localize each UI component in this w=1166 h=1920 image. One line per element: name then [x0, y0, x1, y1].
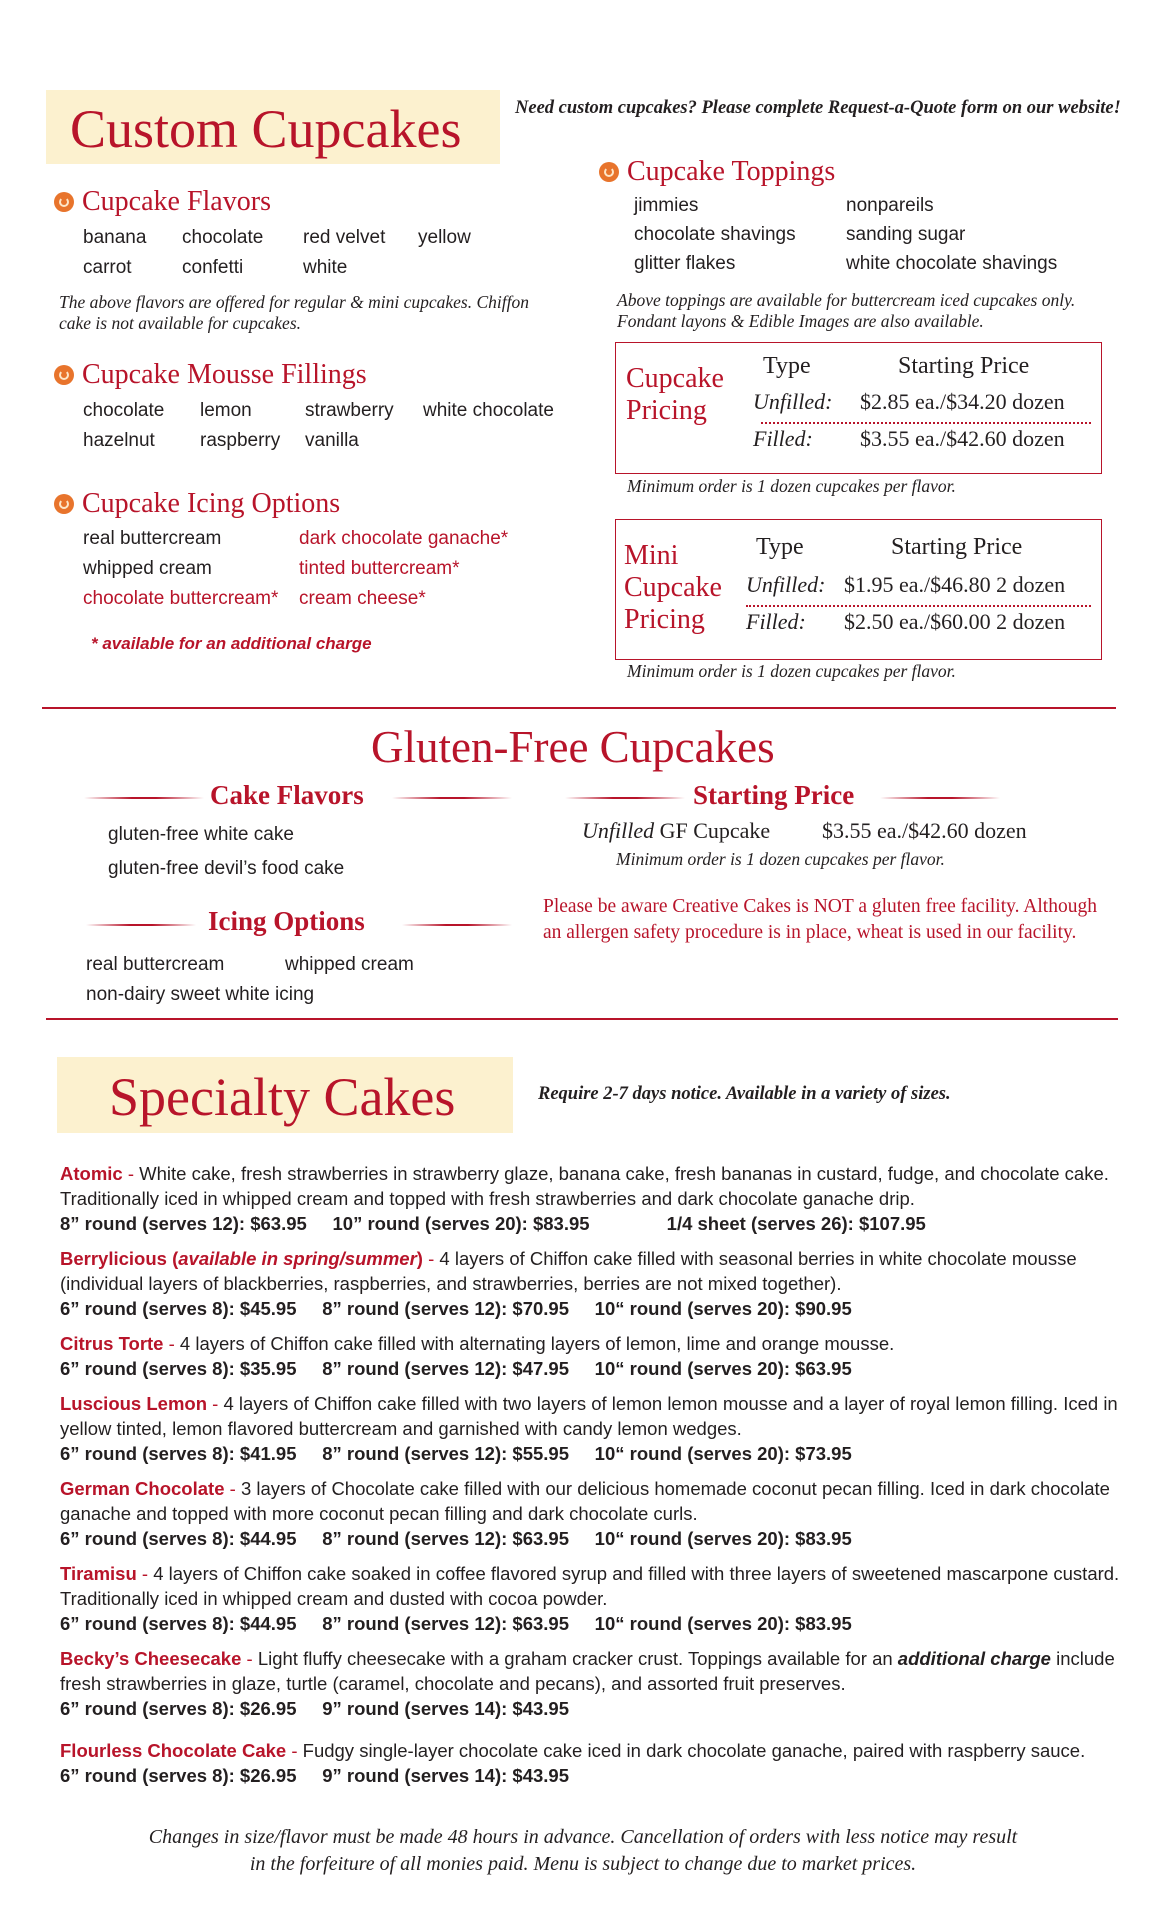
gf-price-label-italic: Unfilled	[582, 818, 655, 843]
list-item: dark chocolate ganache*	[299, 528, 509, 549]
list-item: strawberry	[305, 400, 394, 421]
list-item: chocolate shavings	[634, 224, 796, 245]
gf-price-value: $3.55 ea./$42.60 dozen	[822, 818, 1027, 843]
cake-item	[60, 1391, 1120, 1466]
cake-name: German Chocolate	[60, 1478, 225, 1499]
cake-description: 4 layers of Chiffon cake filled with two layers of lemon lemon mousse and a layer of royal lemon filling. Iced in yellow tinted, lemon flavored buttercream and garnished with candy lemon wedges.	[60, 1393, 1118, 1439]
price-header: Starting Price	[898, 353, 1030, 379]
list-item: yellow	[418, 227, 471, 248]
cake-name-text: Berrylicious (	[60, 1248, 179, 1269]
toppings-title: Cupcake Toppings	[627, 156, 836, 187]
list-item: hazelnut	[83, 430, 155, 451]
cake-dash: -	[122, 1163, 140, 1184]
filled-price: $2.50 ea./$60.00 2 dozen	[844, 609, 1066, 634]
gf-minimum: Minimum order is 1 dozen cupcakes per flavor.	[616, 849, 945, 869]
list-item: whipped cream	[83, 558, 212, 579]
mini-pricing-label	[624, 540, 722, 636]
toppings-heading	[599, 156, 835, 188]
filled-row	[746, 609, 806, 635]
cake-dash: -	[241, 1648, 258, 1669]
cake-sizes: 6” round (serves 8): $44.95 8” round (serves 12): $63.95 10“ round (serves 20): $83.95	[60, 1613, 852, 1634]
cake-description-emphasis: additional charge	[897, 1648, 1051, 1669]
cake-item	[60, 1561, 1120, 1636]
footer-note	[40, 1824, 1126, 1878]
price-header: Starting Price	[891, 534, 1023, 560]
specialty-banner	[57, 1057, 513, 1133]
flourish-line	[565, 797, 685, 799]
cake-sizes: 6” round (serves 8): $26.95 9” round (serves 14): $43.95	[60, 1765, 569, 1786]
footer-line: in the forfeiture of all monies paid. Menu is subject to change due to market prices.	[249, 1853, 917, 1875]
cake-description: White cake, fresh strawberries in strawberry glaze, banana cake, fresh bananas in custard, fudge, and chocolate cake. Traditionally iced in whipped cream and topped with fresh strawberries and dark chocolate ganache drip.	[60, 1163, 1109, 1209]
cake-name-end: )	[416, 1248, 423, 1269]
cake-description: 3 layers of Chocolate cake filled with our delicious homemade coconut pecan filling. Iced in dark chocolate ganache and topped with more coconut pecan filling and dark chocolate curls.	[60, 1478, 1110, 1524]
custom-cupcakes-banner	[46, 90, 500, 164]
list-item: non-dairy sweet white icing	[86, 984, 315, 1005]
filled-price: $3.55 ea./$42.60 dozen	[860, 426, 1065, 451]
section-divider	[46, 1018, 1118, 1020]
list-item: real buttercream	[83, 528, 222, 549]
cake-item	[60, 1246, 1120, 1321]
row-divider	[761, 422, 1091, 424]
cake-item	[60, 1331, 1120, 1381]
flavors-heading	[54, 186, 271, 218]
filled-label: Filled:	[753, 426, 813, 451]
list-item: chocolate	[83, 400, 165, 421]
icing-title: Cupcake Icing Options	[82, 488, 341, 519]
gf-price-row	[582, 818, 770, 844]
flourish-line	[86, 924, 196, 926]
list-item: nonpareils	[846, 195, 934, 216]
icing-heading	[54, 488, 340, 520]
row-divider	[746, 605, 1091, 607]
cake-dash: -	[207, 1393, 224, 1414]
cake-name: Tiramisu	[60, 1563, 137, 1584]
list-item: vanilla	[305, 430, 359, 451]
gf-flavors-list	[108, 818, 344, 886]
pricing-label-line: Pricing	[626, 395, 707, 426]
list-item: whipped cream	[285, 954, 414, 975]
list-item: gluten-free devil’s food cake	[108, 858, 345, 879]
mini-pricing-label-line: Pricing	[624, 604, 705, 635]
cake-dash: -	[136, 1563, 154, 1584]
cake-name: Becky’s Cheesecake	[60, 1648, 242, 1669]
list-item: white chocolate	[423, 400, 554, 421]
list-item: red velvet	[303, 227, 386, 248]
cake-description: 4 layers of Chiffon cake soaked in coffee flavored syrup and filled with three layers of sweetened mascarpone custard. Traditionally iced in whipped cream and dusted with cocoa powder.	[60, 1563, 1120, 1609]
cake-sizes: 6” round (serves 8): $41.95 8” round (serves 12): $55.95 10“ round (serves 20): $73.95	[60, 1443, 852, 1464]
list-item: jimmies	[634, 195, 699, 216]
mini-pricing-label-line: Cupcake	[624, 572, 722, 603]
flavors-note: The above flavors are offered for regular & mini cupcakes. Chiffon cake is not available for cupcakes.	[59, 292, 530, 333]
gf-price-label: GF Cupcake	[654, 818, 771, 843]
quote-note: Need custom cupcakes? Please complete Request-a-Quote form on our website!	[515, 98, 1121, 118]
list-item: sanding sugar	[846, 224, 966, 245]
specialty-notice: Require 2-7 days notice. Available in a variety of sizes.	[538, 1084, 951, 1104]
list-item: confetti	[182, 257, 244, 278]
flavors-title: Cupcake Flavors	[82, 186, 271, 217]
cake-item	[60, 1476, 1120, 1551]
list-item: cream cheese*	[299, 588, 426, 609]
cake-name: Citrus Torte	[60, 1333, 164, 1354]
swirl-bullet-icon	[54, 192, 74, 212]
cake-sizes: 6” round (serves 8): $45.95 8” round (serves 12): $70.95 10“ round (serves 20): $90.95	[60, 1298, 852, 1319]
pricing-minimum: Minimum order is 1 dozen cupcakes per flavor.	[627, 476, 956, 496]
icing-charge-note: * available for an additional charge	[91, 634, 372, 653]
cake-name: Atomic	[60, 1163, 123, 1184]
pricing-label	[626, 363, 724, 427]
list-item: chocolate buttercream*	[83, 588, 279, 609]
list-item: lemon	[200, 400, 252, 421]
mini-pricing-minimum: Minimum order is 1 dozen cupcakes per flavor.	[627, 661, 956, 681]
cake-sizes: 6” round (serves 8): $26.95 9” round (serves 14): $43.95	[60, 1698, 569, 1719]
list-item: banana	[83, 227, 147, 248]
gf-flavors-title: Cake Flavors	[210, 780, 364, 810]
cake-sizes: 8” round (serves 12): $63.95 10” round (serves 20): $83.95 1/4 sheet (serves 26): $107.95	[60, 1213, 926, 1234]
cake-description: 4 layers of Chiffon cake filled with alternating layers of lemon, lime and orange mousse.	[179, 1333, 895, 1354]
swirl-bullet-icon	[54, 365, 74, 385]
list-item: carrot	[83, 257, 132, 278]
mousse-heading	[54, 359, 367, 391]
cake-description: 4 layers of Chiffon cake filled with seasonal berries in white chocolate mousse (individual layers of blackberries, raspberries, and strawberries, berries are not mixed together).	[60, 1248, 1077, 1294]
mini-pricing-label-line: Mini	[624, 540, 679, 571]
type-header: Type	[763, 353, 811, 379]
flourish-line	[402, 924, 512, 926]
flourish-line	[880, 797, 1000, 799]
list-item: glitter flakes	[634, 253, 736, 274]
swirl-bullet-icon	[599, 162, 619, 182]
unfilled-price: $2.85 ea./$34.20 dozen	[860, 389, 1065, 414]
cake-dash: -	[163, 1333, 180, 1354]
cake-description-end: include fresh strawberries in glaze, turtle (caramel, chocolate and pecans), and assorted fruit preserves.	[60, 1648, 1115, 1694]
cupcake-pricing-box	[615, 342, 1102, 474]
cake-dash: -	[224, 1478, 241, 1499]
unfilled-label: Unfilled:	[746, 572, 826, 597]
cake-name: Flourless Chocolate Cake	[60, 1740, 287, 1761]
cake-name: Luscious Lemon	[60, 1393, 207, 1414]
gf-warning: Please be aware Creative Cakes is NOT a gluten free facility. Although an allergen safety procedure is in place, wheat is used in our facility.	[543, 896, 1097, 943]
unfilled-row	[753, 389, 832, 415]
list-item: raspberry	[200, 430, 281, 451]
gluten-free-title: Gluten-Free Cupcakes	[371, 722, 775, 772]
footer-line: Changes in size/flavor must be made 48 hours in advance. Cancellation of orders with less notice may result	[148, 1826, 1018, 1848]
section-divider	[42, 707, 1116, 709]
unfilled-row	[746, 572, 825, 598]
custom-cupcakes-title: Custom Cupcakes	[70, 99, 462, 159]
cake-item	[60, 1738, 1120, 1788]
mousse-title: Cupcake Mousse Fillings	[82, 359, 367, 390]
list-item: tinted buttercream*	[299, 558, 460, 579]
cake-name	[60, 1248, 423, 1269]
cake-dash: -	[286, 1740, 303, 1761]
cake-name-season: available in spring/summer	[178, 1248, 417, 1269]
cake-item	[60, 1646, 1120, 1721]
cake-description: Light fluffy cheesecake with a graham cracker crust. Toppings available for an	[257, 1648, 898, 1669]
list-item: real buttercream	[86, 954, 225, 975]
list-item: gluten-free white cake	[108, 824, 294, 845]
list-item: chocolate	[182, 227, 264, 248]
cake-sizes: 6” round (serves 8): $35.95 8” round (serves 12): $47.95 10“ round (serves 20): $63.95	[60, 1358, 852, 1379]
cake-item	[60, 1161, 1120, 1236]
cake-sizes: 6” round (serves 8): $44.95 8” round (serves 12): $63.95 10“ round (serves 20): $83.95	[60, 1528, 852, 1549]
filled-label: Filled:	[746, 609, 806, 634]
list-item: white	[303, 257, 348, 278]
list-item: white chocolate shavings	[846, 253, 1058, 274]
unfilled-label: Unfilled:	[753, 389, 833, 414]
toppings-note: Above toppings are available for buttercream iced cupcakes only. Fondant layons & Edible Images are also available.	[617, 290, 1076, 331]
gf-price-title: Starting Price	[693, 780, 855, 810]
specialty-title: Specialty Cakes	[109, 1067, 456, 1127]
unfilled-price: $1.95 ea./$46.80 2 dozen	[844, 572, 1066, 597]
cake-description: Fudgy single-layer chocolate cake iced in dark chocolate ganache, paired with raspberry sauce.	[302, 1740, 1086, 1761]
gf-icing-title: Icing Options	[208, 906, 365, 936]
filled-row	[753, 426, 813, 452]
pricing-label-line: Cupcake	[626, 363, 724, 394]
swirl-bullet-icon	[54, 494, 74, 514]
flourish-line	[84, 797, 204, 799]
flourish-line	[392, 797, 512, 799]
mini-pricing-box	[615, 519, 1102, 660]
type-header: Type	[756, 534, 804, 560]
cake-dash: -	[422, 1248, 440, 1269]
